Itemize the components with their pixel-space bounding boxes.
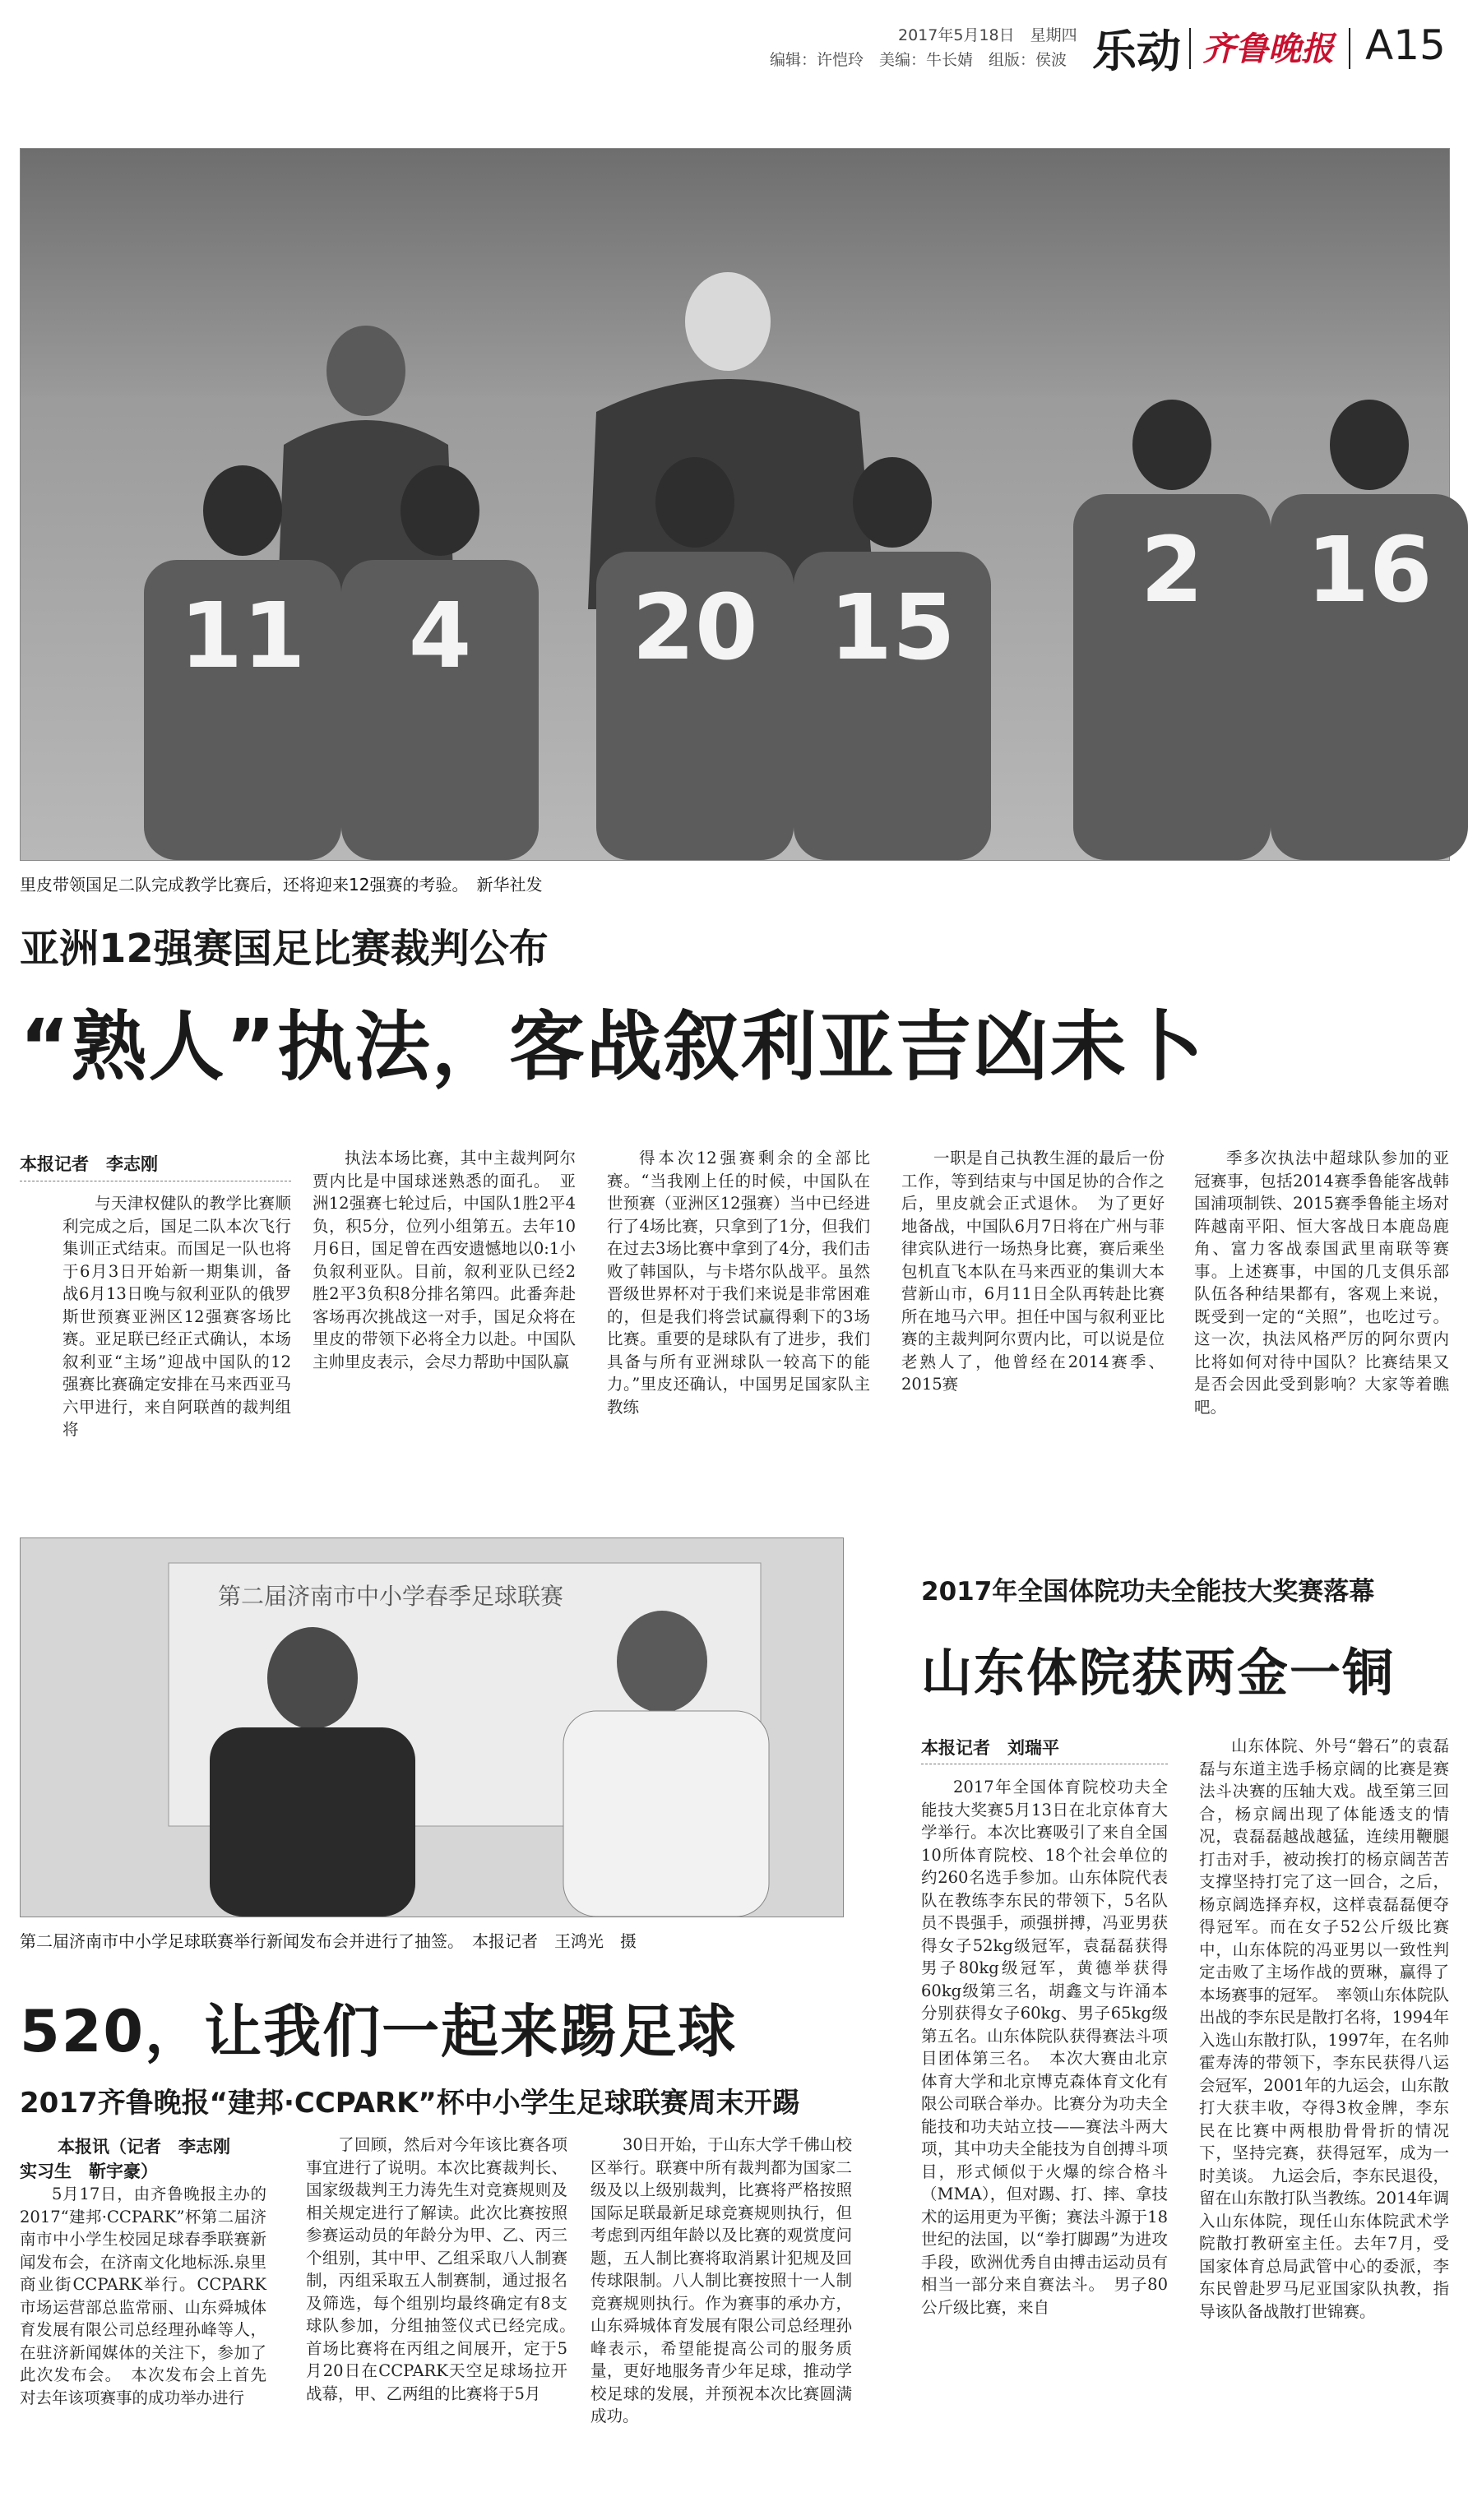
story2-byline-1: 本报讯（记者 李志刚 bbox=[58, 2137, 230, 2157]
jersey-number: 20 bbox=[632, 575, 758, 680]
story1-col-1: 与天津权健队的教学比赛顺利完成之后，国足二队本次飞行集训正式结束。而国足一队也将于6月3日开始新一期集训，备战6月13日晚与叙利亚队的俄罗斯世预赛亚洲区12强赛客场比赛。亚足联已经正式确认，本场叙利亚“主场”迎战中国队的12强赛比赛确定安排在马来西亚马六甲进行，来自阿联酋的裁判组将 bbox=[63, 1194, 291, 1439]
story1-headline: “熟人”执法，客战叙利亚吉凶未卜 bbox=[20, 1003, 1205, 1091]
lead-photo bbox=[20, 148, 1450, 861]
training-scene-illustration bbox=[21, 149, 1449, 860]
press-event-illustration bbox=[21, 1538, 843, 1917]
story2-col-1: 5月17日，由齐鲁晚报主办的2017“建邦·CCPARK”杯第二届济南市中小学生校园足球春季联赛新闻发布会，在济南文化地标泺.泉里商业街CCPARK举行。CCPARK市场运营部总监常丽、山东舜城体育发展有限公司总经理孙峰等人，在驻济新闻媒体的关注下，参加了此次发布会。 本次发布会上首先对去年该项赛事的成功举办进行 bbox=[20, 2185, 266, 2407]
paper-logo: 齐鲁晚报 bbox=[1202, 30, 1334, 68]
story2-col-2: 了回顾，然后对今年该比赛各项事宜进行了说明。本次比赛裁判长、国家级裁判王力涛先生对竞赛规则及相关规定进行了解读。此次比赛按照参赛运动员的年龄分为甲、乙、丙三个组别，其中甲、乙组采取八人制赛制，丙组采取五人制赛制，通过报名及筛选，每个组别均最终确定有8支球队参加，分组抽签仪式已经完成。 首场比赛将在丙组之间展开，定于5月20日在CCPARK天空足球场拉开战幕，甲、乙两组的比赛将于5月 bbox=[306, 2135, 584, 2403]
page-number: A15 bbox=[1365, 21, 1446, 69]
masthead-staff: 编辑：许恺玲 美编：牛长婧 组版：侯波 bbox=[770, 51, 1067, 69]
lead-photo-caption: 里皮带领国足二队完成教学比赛后，还将迎来12强赛的考验。 新华社发 bbox=[20, 875, 543, 895]
story3-col-2: 山东体院、外号“磐石”的袁磊磊与东道主选手杨京阔的比赛是赛法斗决赛的压轴大戏。战至第三回合，杨京阔出现了体能透支的情况，袁磊磊越战越猛，连续用鞭腿打击对手，被动挨打的杨京阔苦苦支撑坚持打完了这一回合，之后，杨京阔选择弃权，这样袁磊磊便夺得冠军。而在女子52公斤级比赛中，山东体院的冯亚男以一致性判定击败了主场作战的贾琳，赢得了本场赛事的冠军。 率领山东体院队出战的李东民是散打名将，1994年入选山东散打队，1997年，在名帅霍寿涛的带领下，李东民获得八运会冠军，2001年的九运会，山东散打大获丰收，夺得3枚金牌，李东民在比赛中两根肋骨骨折的情况下，坚持完赛，获得冠军，成为一时美谈。 九运会后，李东民退役，留在山东散打队当教练。2014年调入山东体院，现任山东体院武术学院散打教研室主任。去年7月，受国家体育总局武管中心的委派，李东民曾赴罗马尼亚国家队执教，指导该队备战散打世锦赛。 bbox=[1199, 1736, 1449, 2321]
press-conference-photo bbox=[20, 1537, 844, 1917]
story1-col-3: 得本次12强赛剩余的全部比赛。“当我刚上任的时候，中国队在世预赛（亚洲区12强赛）当中已经进行了4场比赛，只拿到了1分，但我们在过去3场比赛中拿到了4分，我们击败了韩国队，与卡塔尔队战平。虽然晋级世界杯对于我们来说是非常困难的，但是我们将尝试赢得剩下的3场比赛。重要的是球队有了进步，我们具备与所有亚洲球队一较高下的能力。”里皮还确认，中国男足国家队主教练 bbox=[607, 1149, 870, 1417]
jersey-number: 2 bbox=[1140, 517, 1204, 622]
story1-col-5: 季多次执法中超球队参加的亚冠赛事，包括2014赛季鲁能客战韩国浦项制铁、2015赛季鲁能主场对阵越南平阳、恒大客战日本鹿岛鹿角、富力客战泰国武里南联等赛事。上述赛事，中国的几支俱乐部队伍各种结果都有，客观上来说，既受到一定的“关照”，也吃过亏。这一次，执法风格严厉的阿尔贾内比将如何对待中国队？比赛结果又是否会因此受到影响？大家等着瞧吧。 bbox=[1194, 1149, 1449, 1417]
jersey-number: 4 bbox=[408, 583, 472, 688]
jersey-number: 16 bbox=[1306, 517, 1433, 622]
photo-banner-text: 第二届济南市中小学春季足球联赛 bbox=[218, 1583, 564, 1610]
story1-byline: 本报记者 李志刚 bbox=[20, 1154, 158, 1174]
story2-col-3: 30日开始，于山东大学千佛山校区举行。联赛中所有裁判都为国家二级及以上级别裁判，比赛将严格按照国际足联最新足球竞赛规则执行，但考虑到丙组年龄以及比赛的观赏度问题，五人制比赛将取消累计犯规及回传球限制。八人制比赛按照十一人制竞赛规则执行。作为赛事的承办方，山东舜城体育发展有限公司总经理孙峰表示，希望能提高公司的服务质量，更好地服务青少年足球，推动学校足球的发展，并预祝本次比赛圆满成功。 bbox=[590, 2135, 852, 2425]
jersey-number: 15 bbox=[829, 575, 956, 680]
story2-byline-2: 实习生 靳宇豪） bbox=[20, 2162, 158, 2181]
story3-kicker: 2017年全国体院功夫全能技大奖赛落幕 bbox=[921, 1577, 1375, 1607]
story3-col-1: 2017年全国体育院校功夫全能技大奖赛5月13日在北京体育大学举行。本次比赛吸引了来自全国10所体育院校、18个社会单位的约260名选手参加。山东体院代表队在教练李东民的带领下，5名队员不畏强手，顽强拼搏，冯亚男获得女子52kg级冠军，袁磊磊获得男子80kg级冠军，黄德举获得60kg级第三名，胡鑫文与许涌本分别获得女子60kg、男子65kg级第五名。山东体院队获得赛法斗项目团体第三名。 本次大赛由北京体育大学和北京博克森体育文化有限公司联合举办。比赛分为功夫全能技和功夫站立技——赛法斗两大项，其中功夫全能技为自创搏斗项目，形式倾似于火爆的综合格斗（MMA），但对踢、打、摔、拿技术的运用更为平衡；赛法斗源于18世纪的法国，以“拳打脚踢”为进攻手段，欧洲优秀自由搏击运动员有相当一部分来自赛法斗。 男子80公斤级比赛，来自 bbox=[921, 1778, 1168, 2317]
story1-kicker: 亚洲12强赛国足比赛裁判公布 bbox=[20, 926, 549, 972]
story2-headline: 520，让我们一起来踢足球 bbox=[20, 1998, 738, 2065]
masthead-divider-2 bbox=[1349, 28, 1350, 69]
story3-byline: 本报记者 刘瑞平 bbox=[921, 1738, 1059, 1758]
section-name: 乐动 bbox=[1092, 25, 1181, 77]
masthead-divider bbox=[1189, 28, 1191, 69]
story1-col-4: 一职是自己执教生涯的最后一份工作，等到结束与中国足协的合作之后，里皮就会正式退休。 为了更好地备战，中国队6月7日将在广州与菲律宾队进行一场热身比赛，赛后乘坐包机直飞本队在马来西亚的集训大本营新山市，6月11日全队再转赴比赛所在地马六甲。担任中国与叙利亚比赛的主裁判阿尔贾内比，可以说是位老熟人了，他曾经在2014赛季、2015赛 bbox=[901, 1149, 1165, 1394]
story1-col-2: 执法本场比赛，其中主裁判阿尔贾内比是中国球迷熟悉的面孔。 亚洲12强赛七轮过后，中国队1胜2平4负，积5分，位列小组第五。去年10月6日，国足曾在西安遗憾地以0:1小负叙利亚队。目前，叙利亚队已经2胜2平3负积8分排名第四。此番奔赴客场再次挑战这一对手，国足众将在里皮的带领下必将全力以赴。中国队主帅里皮表示，会尽力帮助中国队赢 bbox=[313, 1149, 576, 1371]
masthead-date: 2017年5月18日 星期四 bbox=[898, 26, 1077, 44]
story2-subhead: 2017齐鲁晚报“建邦·CCPARK”杯中小学生足球联赛周末开踢 bbox=[20, 2087, 800, 2120]
story3-headline: 山东体院获两金一铜 bbox=[921, 1643, 1396, 1703]
press-photo-caption: 第二届济南市中小学足球联赛举行新闻发布会并进行了抽签。 本报记者 王鸿光 摄 bbox=[20, 1931, 637, 1951]
jersey-number: 11 bbox=[179, 583, 306, 688]
